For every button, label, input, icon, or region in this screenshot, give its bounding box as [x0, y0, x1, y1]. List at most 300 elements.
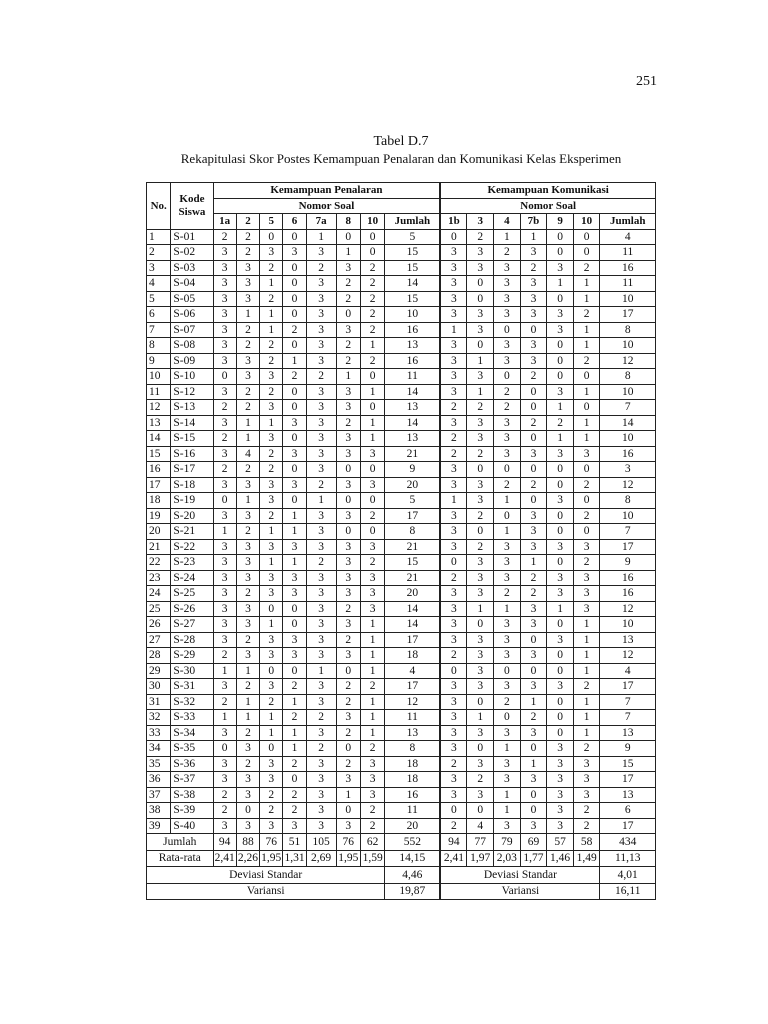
cell-score: 3: [260, 477, 283, 493]
jumlah-komunikasi-value: 69: [520, 834, 547, 851]
cell-score: 2: [336, 338, 360, 354]
cell-score: 2: [467, 400, 494, 416]
cell-score: 2: [520, 415, 547, 431]
cell-score: 3: [494, 679, 521, 695]
table-row: [147, 229, 656, 245]
table-row: [147, 431, 656, 447]
table-row: [147, 710, 656, 726]
cell-score: 1: [573, 384, 600, 400]
cell-score: 0: [467, 617, 494, 633]
cell-score: 3: [440, 617, 467, 633]
cell-score: 11: [385, 710, 440, 726]
cell-score: 0: [440, 229, 467, 245]
cell-no: 4: [147, 276, 171, 292]
cell-score: 8: [600, 369, 656, 385]
cell-score: 0: [547, 369, 574, 385]
rata-rata-penalaran-value: 1,31: [283, 850, 306, 867]
cell-score: 2: [520, 369, 547, 385]
cell-no: 18: [147, 493, 171, 509]
cell-score: 3: [306, 570, 336, 586]
cell-score: 1: [283, 508, 306, 524]
cell-score: 3: [547, 446, 574, 462]
cell-score: 2: [467, 539, 494, 555]
cell-score: 0: [494, 369, 521, 385]
cell-kode-siswa: S-37: [171, 772, 213, 788]
cell-score: 12: [600, 601, 656, 617]
cell-no: 9: [147, 353, 171, 369]
cell-score: 0: [440, 555, 467, 571]
cell-score: 2: [213, 787, 236, 803]
cell-score: 3: [573, 539, 600, 555]
table-row: [147, 353, 656, 369]
cell-score: 0: [360, 245, 384, 261]
cell-score: 2: [494, 384, 521, 400]
cell-score: 3: [467, 322, 494, 338]
cell-score: 3: [213, 725, 236, 741]
cell-score: 0: [283, 260, 306, 276]
cell-score: 1: [494, 601, 521, 617]
cell-no: 17: [147, 477, 171, 493]
cell-score: 6: [600, 803, 656, 819]
cell-score: 0: [336, 524, 360, 540]
cell-score: 0: [283, 400, 306, 416]
cell-score: 1: [573, 694, 600, 710]
rata-rata-komunikasi-value: 2,03: [494, 850, 521, 867]
cell-score: 2: [336, 725, 360, 741]
cell-score: 2: [573, 741, 600, 757]
cell-score: 2: [360, 307, 384, 323]
cell-score: 13: [600, 632, 656, 648]
cell-score: 3: [306, 446, 336, 462]
cell-score: 2: [336, 679, 360, 695]
cell-score: 7: [600, 694, 656, 710]
cell-score: 0: [467, 291, 494, 307]
cell-score: 0: [336, 307, 360, 323]
cell-score: 3: [360, 570, 384, 586]
cell-score: 17: [385, 508, 440, 524]
cell-score: 3: [306, 818, 336, 834]
cell-score: 3: [467, 725, 494, 741]
cell-score: 3: [236, 353, 259, 369]
cell-score: 3: [236, 741, 259, 757]
cell-score: 2: [283, 787, 306, 803]
cell-score: 3: [440, 477, 467, 493]
cell-score: 9: [600, 741, 656, 757]
cell-score: 3: [213, 555, 236, 571]
cell-score: 14: [385, 276, 440, 292]
cell-score: 0: [520, 462, 547, 478]
cell-score: 3: [236, 369, 259, 385]
cell-score: 0: [573, 369, 600, 385]
rata-rata-komunikasi-value: 1,77: [520, 850, 547, 867]
header-col-komunikasi: 10: [573, 214, 600, 230]
header-col-komunikasi: 9: [547, 214, 574, 230]
table-row: [147, 694, 656, 710]
cell-score: 15: [385, 555, 440, 571]
cell-score: 3: [494, 632, 521, 648]
table-row: [147, 818, 656, 834]
cell-score: 2: [283, 803, 306, 819]
cell-score: 2: [573, 307, 600, 323]
cell-score: 3: [336, 570, 360, 586]
cell-score: 2: [236, 462, 259, 478]
cell-score: 1: [573, 338, 600, 354]
cell-score: 0: [547, 245, 574, 261]
cell-score: 0: [360, 229, 384, 245]
cell-score: 0: [336, 462, 360, 478]
cell-score: 3: [260, 679, 283, 695]
cell-score: 0: [573, 462, 600, 478]
header-nomor-soal-komunikasi: Nomor Soal: [440, 198, 655, 214]
cell-score: 3: [547, 818, 574, 834]
cell-kode-siswa: S-07: [171, 322, 213, 338]
jumlah-penalaran-value: 552: [385, 834, 440, 851]
cell-score: 2: [236, 725, 259, 741]
cell-score: 2: [213, 648, 236, 664]
cell-no: 6: [147, 307, 171, 323]
cell-score: 1: [236, 710, 259, 726]
cell-score: 2: [467, 229, 494, 245]
header-col-penalaran: 10: [360, 214, 384, 230]
cell-score: 1: [360, 648, 384, 664]
cell-score: 3: [440, 508, 467, 524]
cell-score: 2: [260, 353, 283, 369]
cell-score: 2: [306, 555, 336, 571]
cell-score: 18: [385, 756, 440, 772]
rata-rata-komunikasi-value: 1,46: [547, 850, 574, 867]
cell-score: 0: [547, 291, 574, 307]
cell-score: 3: [440, 679, 467, 695]
cell-score: 3: [494, 539, 521, 555]
cell-score: 3: [306, 617, 336, 633]
cell-score: 3: [306, 291, 336, 307]
cell-score: 17: [600, 307, 656, 323]
cell-score: 2: [236, 756, 259, 772]
cell-score: 0: [360, 369, 384, 385]
cell-score: 3: [336, 539, 360, 555]
cell-score: 2: [573, 353, 600, 369]
cell-score: 3: [306, 508, 336, 524]
cell-score: 2: [573, 803, 600, 819]
cell-no: 29: [147, 663, 171, 679]
cell-score: 20: [385, 586, 440, 602]
cell-score: 3: [547, 539, 574, 555]
cell-no: 23: [147, 570, 171, 586]
cell-score: 2: [283, 679, 306, 695]
cell-score: 3: [440, 369, 467, 385]
cell-score: 13: [385, 400, 440, 416]
cell-score: 1: [260, 710, 283, 726]
cell-score: 2: [336, 291, 360, 307]
cell-score: 3: [306, 276, 336, 292]
cell-score: 0: [573, 245, 600, 261]
cell-score: 3: [213, 601, 236, 617]
cell-score: 13: [385, 431, 440, 447]
cell-score: 3: [440, 725, 467, 741]
table-row: [147, 260, 656, 276]
cell-score: 0: [547, 229, 574, 245]
cell-score: 3: [306, 353, 336, 369]
cell-score: 0: [440, 803, 467, 819]
cell-score: 0: [547, 648, 574, 664]
cell-score: 2: [360, 803, 384, 819]
cell-score: 3: [306, 772, 336, 788]
cell-kode-siswa: S-29: [171, 648, 213, 664]
cell-score: 3: [520, 508, 547, 524]
header-col-penalaran: 7a: [306, 214, 336, 230]
table-row: [147, 276, 656, 292]
cell-score: 1: [260, 276, 283, 292]
cell-kode-siswa: S-36: [171, 756, 213, 772]
cell-score: 1: [360, 710, 384, 726]
header-col-komunikasi: 7b: [520, 214, 547, 230]
cell-score: 2: [494, 586, 521, 602]
cell-score: 2: [360, 291, 384, 307]
cell-score: 2: [336, 601, 360, 617]
cell-kode-siswa: S-26: [171, 601, 213, 617]
cell-score: 3: [260, 400, 283, 416]
cell-score: 3: [547, 570, 574, 586]
cell-score: 4: [236, 446, 259, 462]
cell-score: 3: [260, 245, 283, 261]
cell-score: 0: [213, 369, 236, 385]
cell-score: 3: [306, 462, 336, 478]
cell-score: 3: [306, 338, 336, 354]
cell-score: 3: [360, 586, 384, 602]
cell-score: 3: [494, 555, 521, 571]
cell-score: 3: [547, 772, 574, 788]
cell-score: 0: [520, 663, 547, 679]
table-row: [147, 369, 656, 385]
cell-score: 3: [520, 679, 547, 695]
cell-score: 3: [360, 756, 384, 772]
cell-score: 21: [385, 446, 440, 462]
cell-kode-siswa: S-18: [171, 477, 213, 493]
deviasi-standar-komunikasi-value: 4,01: [600, 867, 656, 884]
jumlah-penalaran-value: 62: [360, 834, 384, 851]
cell-score: 3: [283, 648, 306, 664]
cell-score: 3: [306, 384, 336, 400]
cell-score: 3: [213, 307, 236, 323]
cell-score: 3: [306, 400, 336, 416]
variansi-komunikasi-value: 16,11: [600, 883, 656, 900]
cell-score: 2: [260, 694, 283, 710]
cell-score: 3: [520, 338, 547, 354]
cell-score: 3: [260, 369, 283, 385]
cell-score: 2: [573, 260, 600, 276]
cell-score: 3: [213, 291, 236, 307]
cell-no: 21: [147, 539, 171, 555]
cell-score: 2: [360, 555, 384, 571]
cell-score: 3: [467, 679, 494, 695]
cell-kode-siswa: S-39: [171, 803, 213, 819]
cell-score: 3: [236, 477, 259, 493]
cell-score: 3: [467, 586, 494, 602]
cell-score: 0: [494, 508, 521, 524]
cell-score: 3: [336, 508, 360, 524]
cell-score: 1: [260, 617, 283, 633]
cell-score: 3: [467, 648, 494, 664]
cell-score: 16: [600, 570, 656, 586]
rata-rata-penalaran-value: 1,59: [360, 850, 384, 867]
cell-score: 2: [360, 353, 384, 369]
cell-score: 3: [283, 446, 306, 462]
cell-no: 5: [147, 291, 171, 307]
cell-score: 3: [494, 353, 521, 369]
cell-score: 2: [336, 353, 360, 369]
cell-score: 0: [520, 322, 547, 338]
cell-score: 3: [306, 307, 336, 323]
cell-score: 14: [385, 601, 440, 617]
cell-score: 1: [360, 632, 384, 648]
cell-score: 1: [494, 229, 521, 245]
cell-score: 2: [360, 679, 384, 695]
cell-score: 3: [440, 415, 467, 431]
cell-score: 3: [213, 586, 236, 602]
cell-score: 3: [306, 601, 336, 617]
cell-kode-siswa: S-22: [171, 539, 213, 555]
cell-score: 2: [520, 570, 547, 586]
table-row: [147, 679, 656, 695]
table-caption: [0, 133, 768, 167]
cell-score: 2: [360, 818, 384, 834]
cell-score: 3: [336, 818, 360, 834]
table-row: [147, 725, 656, 741]
cell-kode-siswa: S-25: [171, 586, 213, 602]
cell-score: 1: [283, 353, 306, 369]
cell-score: 1: [573, 663, 600, 679]
cell-no: 31: [147, 694, 171, 710]
cell-score: 1: [467, 601, 494, 617]
cell-score: 3: [306, 803, 336, 819]
cell-no: 24: [147, 586, 171, 602]
cell-score: 2: [236, 524, 259, 540]
cell-score: 3: [306, 415, 336, 431]
variansi-row: [147, 883, 656, 900]
cell-score: 11: [385, 369, 440, 385]
cell-score: 3: [213, 756, 236, 772]
cell-score: 1: [336, 369, 360, 385]
cell-score: 17: [385, 632, 440, 648]
cell-score: 11: [600, 245, 656, 261]
jumlah-penalaran-value: 76: [260, 834, 283, 851]
cell-no: 8: [147, 338, 171, 354]
table-row: [147, 338, 656, 354]
cell-score: 0: [547, 462, 574, 478]
cell-score: 3: [336, 446, 360, 462]
cell-score: 18: [385, 648, 440, 664]
cell-score: 0: [467, 694, 494, 710]
cell-score: 0: [573, 400, 600, 416]
cell-score: 3: [467, 260, 494, 276]
cell-score: 3: [440, 632, 467, 648]
cell-score: 0: [283, 276, 306, 292]
cell-score: 8: [600, 322, 656, 338]
rata-rata-penalaran-value: 14,15: [385, 850, 440, 867]
header-col-penalaran: Jumlah: [385, 214, 440, 230]
cell-score: 0: [467, 803, 494, 819]
cell-score: 3: [306, 632, 336, 648]
header-nomor-soal-penalaran: Nomor Soal: [213, 198, 440, 214]
cell-score: 1: [494, 803, 521, 819]
cell-score: 0: [283, 772, 306, 788]
cell-score: 14: [385, 617, 440, 633]
cell-score: 2: [494, 477, 521, 493]
cell-score: 16: [385, 353, 440, 369]
cell-score: 0: [283, 601, 306, 617]
cell-score: 2: [213, 803, 236, 819]
jumlah-komunikasi-value: 77: [467, 834, 494, 851]
cell-score: 7: [600, 710, 656, 726]
cell-kode-siswa: S-38: [171, 787, 213, 803]
cell-score: 3: [494, 291, 521, 307]
cell-score: 10: [600, 338, 656, 354]
cell-score: 3: [573, 570, 600, 586]
cell-score: 2: [283, 369, 306, 385]
cell-score: 3: [236, 617, 259, 633]
header-col-penalaran: 8: [336, 214, 360, 230]
cell-score: 3: [236, 570, 259, 586]
cell-score: 17: [600, 772, 656, 788]
cell-kode-siswa: S-08: [171, 338, 213, 354]
cell-score: 3: [547, 787, 574, 803]
cell-score: 3: [494, 725, 521, 741]
cell-score: 0: [547, 710, 574, 726]
cell-score: 3: [213, 276, 236, 292]
cell-no: 38: [147, 803, 171, 819]
cell-score: 14: [385, 384, 440, 400]
deviasi-standar-label-penalaran: Deviasi Standar: [147, 867, 385, 884]
cell-score: 2: [494, 245, 521, 261]
cell-score: 3: [236, 787, 259, 803]
cell-score: 3: [440, 539, 467, 555]
cell-score: 2: [440, 446, 467, 462]
cell-no: 27: [147, 632, 171, 648]
cell-score: 0: [573, 493, 600, 509]
cell-score: 3: [467, 756, 494, 772]
cell-score: 17: [385, 679, 440, 695]
cell-score: 2: [467, 446, 494, 462]
cell-score: 3: [213, 772, 236, 788]
cell-score: 2: [573, 555, 600, 571]
cell-score: 3: [336, 648, 360, 664]
cell-score: 2: [236, 679, 259, 695]
cell-score: 0: [283, 663, 306, 679]
cell-score: 1: [467, 384, 494, 400]
table-row: [147, 384, 656, 400]
cell-score: 3: [440, 260, 467, 276]
rata-rata-komunikasi-value: 11,13: [600, 850, 656, 867]
cell-score: 2: [236, 322, 259, 338]
table-row: [147, 508, 656, 524]
cell-score: 2: [494, 400, 521, 416]
cell-score: 2: [260, 787, 283, 803]
cell-score: 16: [600, 586, 656, 602]
cell-score: 3: [440, 524, 467, 540]
cell-score: 2: [306, 369, 336, 385]
cell-score: 13: [385, 725, 440, 741]
cell-no: 34: [147, 741, 171, 757]
cell-score: 0: [520, 741, 547, 757]
cell-score: 3: [573, 586, 600, 602]
cell-score: 1: [440, 493, 467, 509]
rata-rata-komunikasi-value: 1,97: [467, 850, 494, 867]
cell-score: 1: [547, 276, 574, 292]
cell-kode-siswa: S-20: [171, 508, 213, 524]
cell-score: 14: [385, 415, 440, 431]
cell-score: 1: [573, 617, 600, 633]
rata-rata-penalaran-value: 2,26: [236, 850, 259, 867]
